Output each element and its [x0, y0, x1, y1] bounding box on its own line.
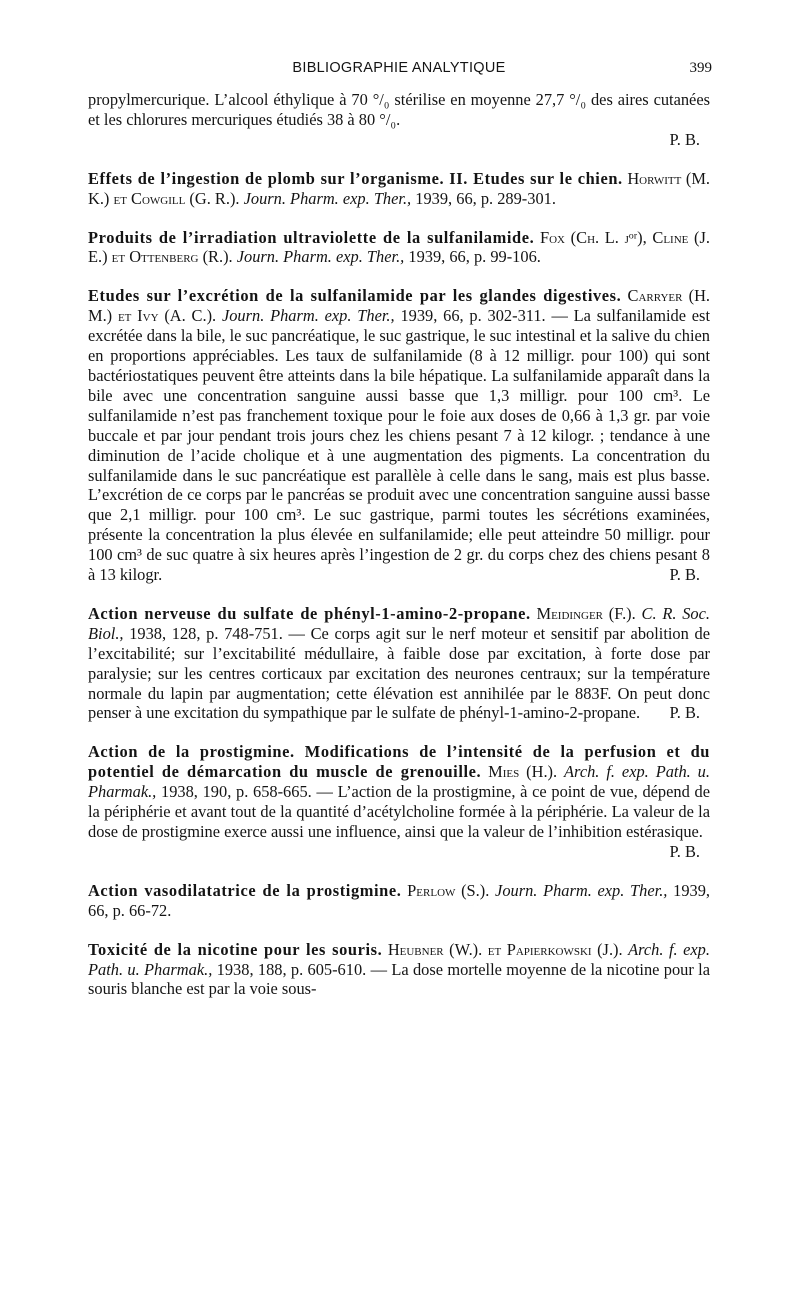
bibliography-entry [88, 169, 710, 209]
entry-citation: 1938, 128, p. 748-751. [129, 623, 283, 643]
entry-journal: C. R. Soc. Biol., [88, 603, 710, 643]
entry-signature: P. B. [669, 565, 700, 585]
entry-title: Action vasodilatatrice de la prostigmine. [88, 880, 402, 900]
entry-abstract: — La dose mortelle moyenne de la nicotine pour la souris blanche est par la voie sous- [88, 959, 710, 999]
intro-signature: P. B. [669, 129, 700, 149]
entry-title: Action nerveuse du sulfate de phényl-1-amino-2-propane. [88, 603, 531, 623]
entry-citation: 1939, 66, p. 99-106. [408, 247, 541, 267]
entry-journal: Journ. Pharm. exp. Ther., [221, 306, 395, 326]
entry-citation: 1939, 66, p. 66-72. [88, 880, 711, 920]
bibliography-entry [88, 228, 710, 268]
entry-abstract: — L’action de la prostigmine, à ce point de vue, dépend de la périphérie et avant tout de la quantité d’acétylcholine formée à la périphérie. La valeur de la dose de prostigmine exerce aussi une influence, ainsi que la valeur de l’inhibition estérasique. [88, 782, 710, 841]
entry-journal: Journ. Pharm. exp. Ther., [243, 188, 412, 208]
entry-title: Effets de l’ingestion de plomb sur l’organisme. II. Etudes sur le chien. [88, 168, 623, 188]
entry-abstract: — Ce corps agit sur le nerf moteur et sensitif par abolition de l’excitabilité; sur l’excitabilité médullaire, à faible dose par excitation, à forte dose par paralysie; sur les centres corticaux par excitation des neurones centraux; sur la température normale du lapin par augmentation; cette élévation est annihilée par le 883F. On peut donc penser à une excitation du sympathique par le sulfate de phényl-1-amino-2-propane. [88, 623, 710, 723]
entry-signature: P. B. [669, 703, 700, 723]
entry-journal: Journ. Pharm. exp. Ther., [495, 880, 668, 900]
entry-authors: Meidinger (F.). [536, 603, 636, 623]
bibliography-entry [88, 604, 710, 723]
entry-title: Action de la prostigmine. Modifications de l’intensité de la perfusion et du potentiel de démarcation du muscle de grenouille. [88, 742, 710, 782]
entry-journal: Journ. Pharm. exp. Ther., [236, 247, 405, 267]
bibliography-entry [88, 881, 710, 921]
entry-journal: Arch. f. exp. Path. u. Pharmak., [88, 762, 710, 802]
entry-citation: 1939, 66, p. 289-301. [415, 188, 556, 208]
entry-title: Produits de l’irradiation ultraviolette de la sulfanilamide. [88, 227, 535, 247]
journal-page [88, 60, 710, 999]
entry-citation: 1939, 66, p. 302-311. [400, 306, 546, 326]
entry-citation: 1938, 188, p. 605-610. [216, 959, 367, 979]
bibliography-entry [88, 742, 710, 861]
entry-authors: Heubner (W.). et Papierkowski (J.). [387, 939, 623, 959]
page-header [88, 60, 710, 86]
entry-authors: Fox (Ch. L. jᵒʳ), Cline (J. E.) et Ottenberg (R.). [88, 227, 710, 267]
entry-signature: P. B. [669, 841, 700, 861]
bibliography-entry [88, 286, 710, 585]
intro-block [88, 90, 710, 150]
page-number: 399 [689, 60, 712, 76]
entry-title: Toxicité de la nicotine pour les souris. [88, 939, 383, 959]
entry-authors: Mies (H.). [488, 762, 558, 782]
intro-text: propylmercurique. L’alcool éthylique à 70 °/₀ stérilise en moyenne 27,7 °/₀ des aires cutanées et les chlorures mercuriques étudiés 38 à 80 °/₀. [88, 90, 710, 129]
bibliography-entry [88, 940, 710, 1000]
entry-authors: Carryer (H. M.) et Ivy (A. C.). [88, 286, 710, 326]
entry-title: Etudes sur l’excrétion de la sulfanilamide par les glandes digestives. [88, 286, 622, 306]
entry-journal: Arch. f. exp. Path. u. Pharmak., [88, 939, 710, 979]
entry-abstract: — La sulfanilamide est excrétée dans la bile, le suc pancréatique, le suc gastrique, le suc intestinal et la salive du chien en proportions appréciables. Les taux de sulfanilamide (8 à 12 milligr. pour 100) qui sont bactériostatiques peuvent être atteints dans la bile hépatique. La sulfanilamide apparaît dans la bile avec une concentration sanguine aussi basse que 1,3 milligr. pour 100 cm³. Le sulfanilamide n’est pas franchement toxique pour le foie aux doses de 0,66 à 1,3 gr. par voie buccale et par jour pendant trois jours chez les chiens pesant 7 à 12 kilogr. ; tendance à une diminution de l’acide cholique et à une augmentation des pigments. La concentration du sulfanilamide dans le suc pancréatique est parallèle à celle dans le sang, mais est plus basse. L’excrétion de ce corps par le pancréas se produit avec une concentration sanguine aussi basse que 2,1 milligr. pour 100 cm³. Le suc gastrique, parmi toutes les sécrétions examinées, présente la concentration la plus élevée en sulfanilamide; elle peut atteindre 50 milligr. pour 100 cm³ de suc quatre à six heures après l’ingestion de 2 gr. du corps chez des chiens pesant 8 à 13 kilogr. [88, 306, 710, 585]
running-title: BIBLIOGRAPHIE ANALYTIQUE [292, 60, 506, 76]
entry-authors: Perlow (S.). [407, 880, 490, 900]
entry-authors: Horwitt (M. K.) et Cowgill (G. R.). [88, 168, 710, 208]
entry-citation: 1938, 190, p. 658-665. [161, 782, 312, 802]
